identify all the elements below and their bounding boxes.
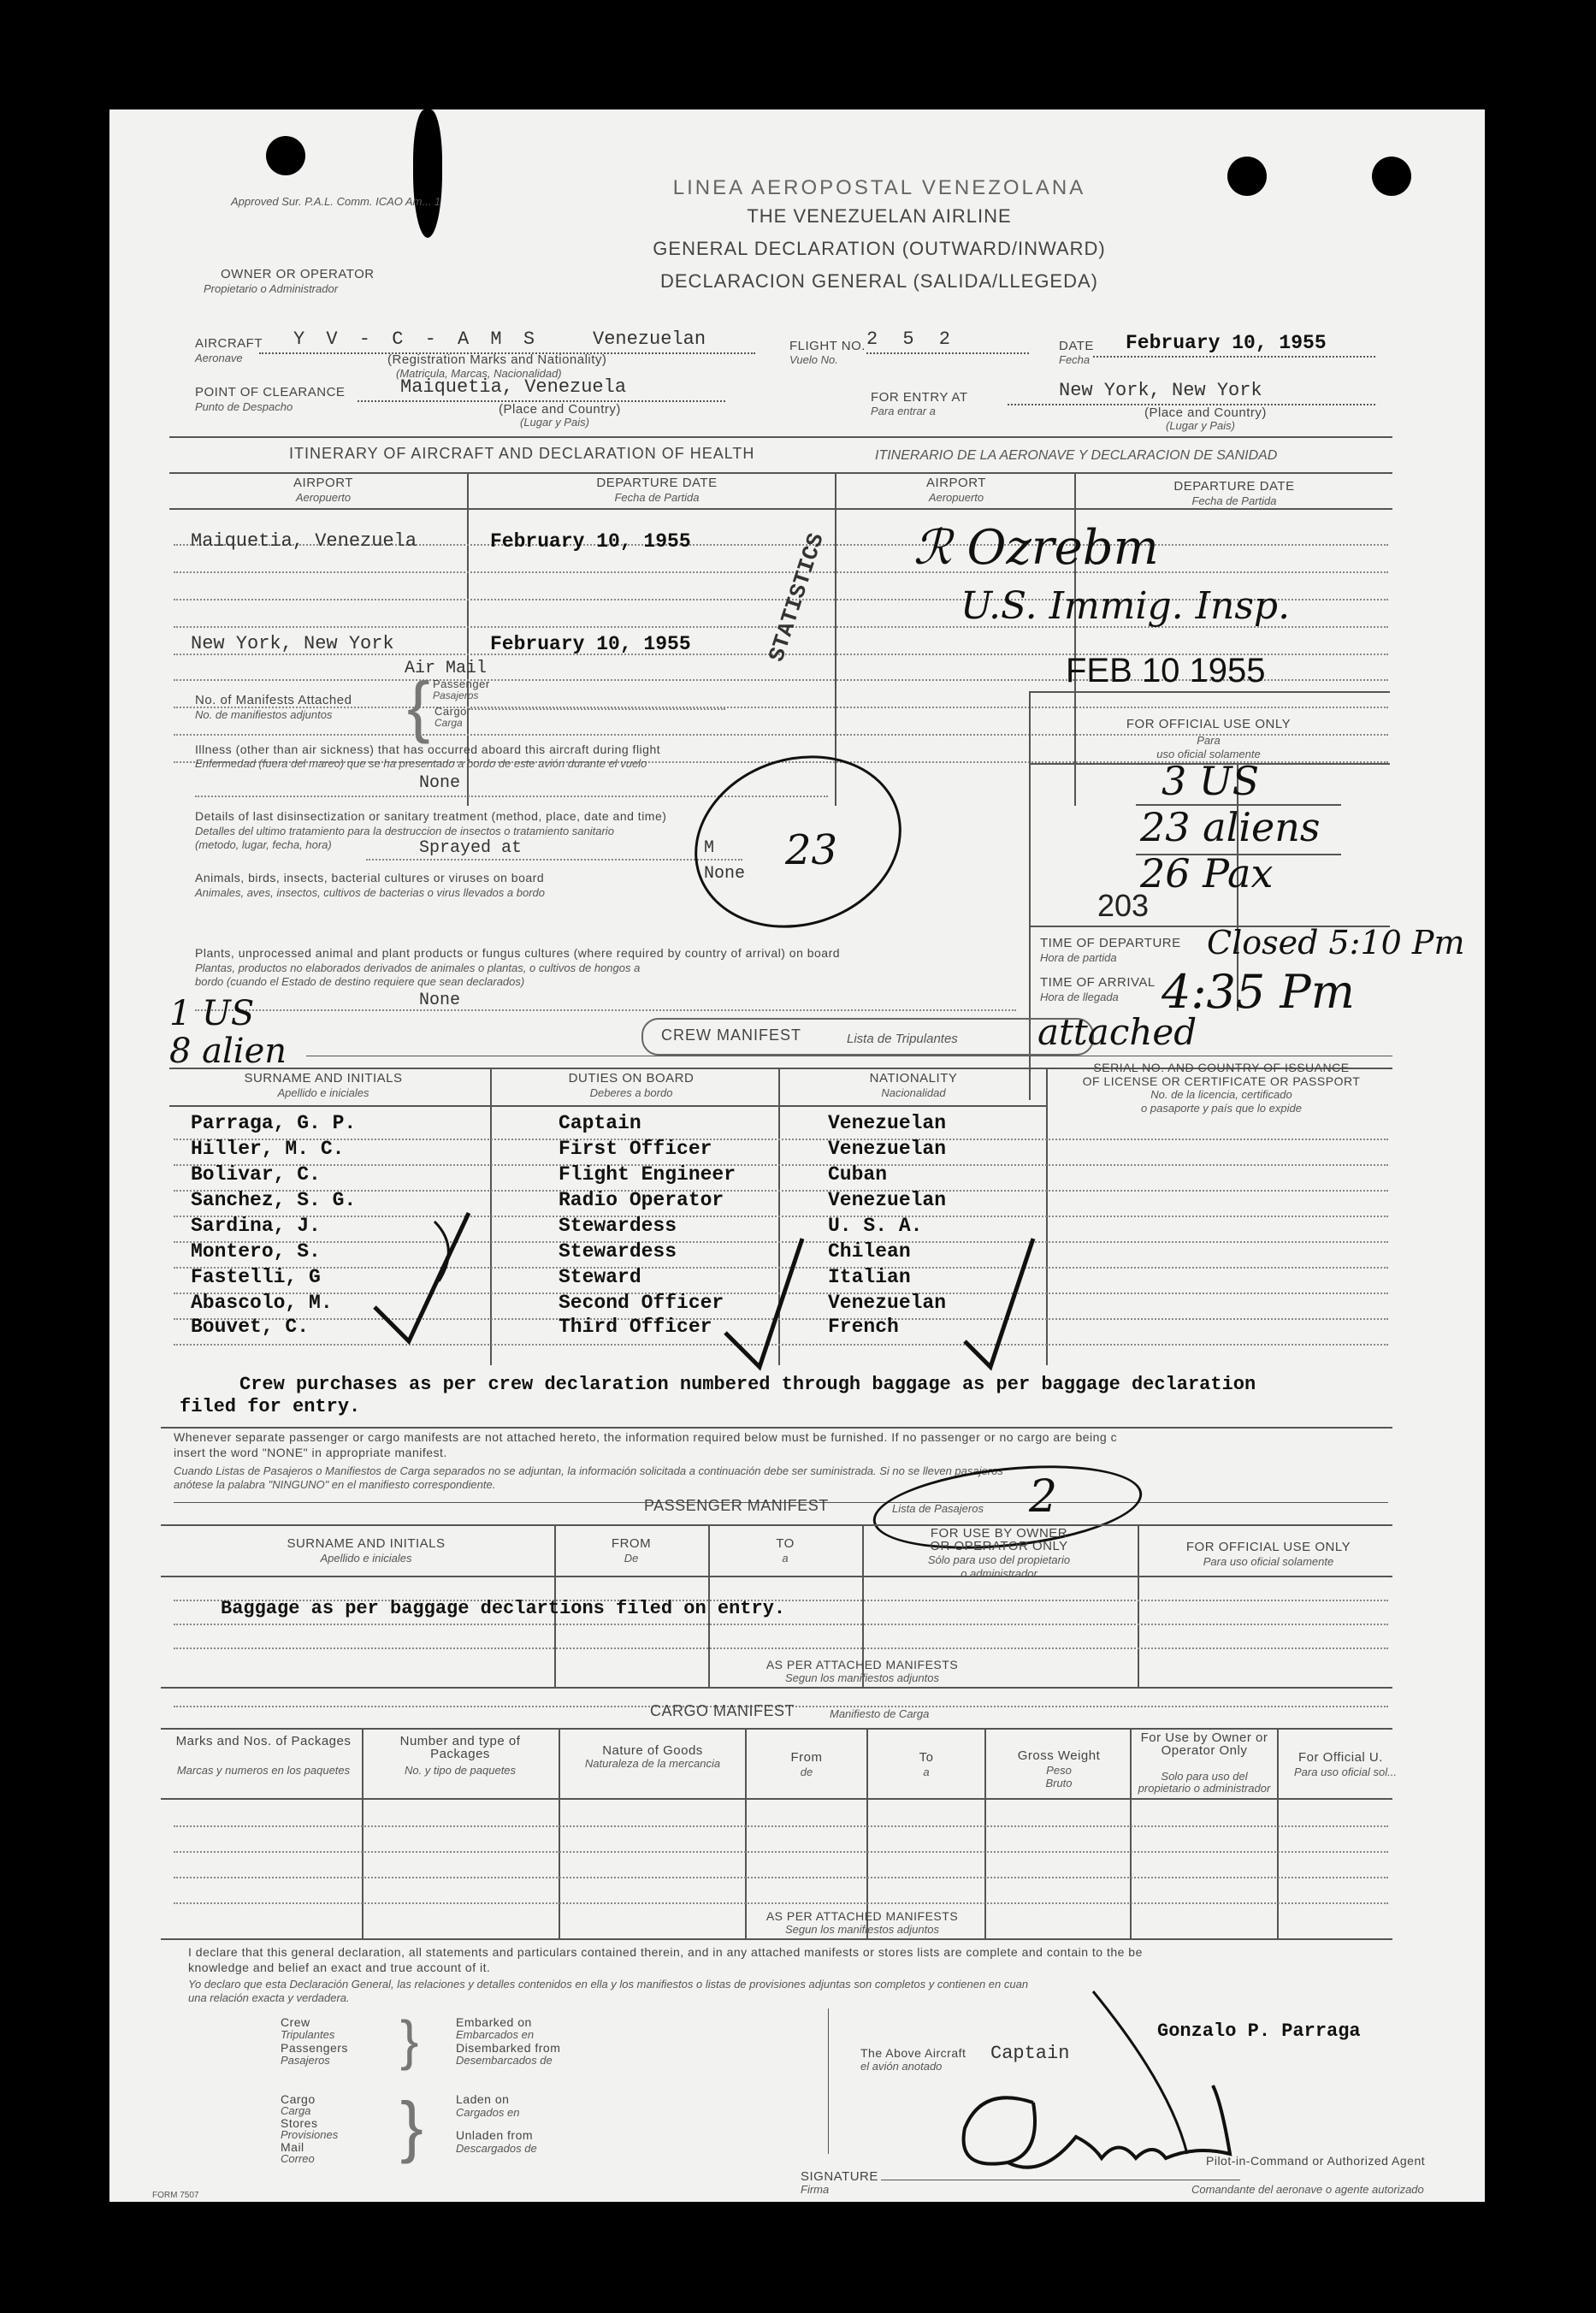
manifest-note-es-2: anótese la palabra "NINGUNO" en el manifiesto correspondiente. (174, 1478, 496, 1491)
decl-unladen-es: Descargados de (456, 2142, 537, 2155)
flight-no-label-es: Vuelo No. (789, 353, 838, 366)
crew-name-3: Bolivar, C. (191, 1163, 321, 1186)
entry-label-es: Para entrar a (871, 405, 936, 417)
date-label: DATE (1059, 339, 1094, 353)
registration-caption: (Registration Marks and Nationality) (387, 352, 607, 367)
cargo-col-nature: Nature of Goods (602, 1743, 703, 1758)
passenger-attached-note-es: Segun los manifiestos adjuntos (785, 1671, 939, 1684)
itinerary-col-airport-es: Aeropuerto (295, 491, 352, 504)
official-use-label-es-2: uso oficial solamente (1156, 748, 1261, 760)
crew-attached-note: attached (1037, 1011, 1197, 1053)
crew-nationality-7: Italian (828, 1266, 911, 1288)
passenger-col-official: FOR OFFICIAL USE ONLY (1185, 1540, 1351, 1554)
crew-duty-4: Radio Operator (559, 1189, 724, 1211)
manifest-note-1: Whenever separate passenger or cargo manifests are not attached hereto, the information required below must be furnished. If no passenger or no cargo are being c (174, 1430, 1118, 1444)
date-label-es: Fecha (1059, 353, 1091, 366)
decl-mail-es: Correo (281, 2152, 315, 2165)
decl-passengers: Passengers (281, 2041, 348, 2055)
air-mail-label: Air Mail (405, 659, 488, 678)
decl-embarked-es: Embarcados en (456, 2028, 535, 2041)
decl-cargo-es: Carga (281, 2104, 311, 2117)
disinsect-label: Details of last disinsectization or sanitary treatment (method, place, date and time) (195, 809, 667, 823)
signature-label: SIGNATURE (801, 2169, 878, 2184)
date-stamp: FEB 10 1955 (1066, 652, 1266, 689)
crew-col-license-1: SERIAL NO. AND COUNTRY OF ISSUANCE (1093, 1061, 1350, 1074)
cargo-count-label-es: Carga (434, 717, 463, 729)
cargo-col-official: For Official U. (1298, 1750, 1383, 1765)
passenger-count-label-es: Pasajeros (433, 689, 479, 701)
signature-label-es: Firma (801, 2183, 830, 2196)
cargo-attached-note: AS PER ATTACHED MANIFESTS (765, 1909, 959, 1923)
count-pax: 26 Pax (1140, 850, 1274, 896)
passenger-col-from-es: De (624, 1552, 639, 1565)
approval-stamp: Approved Sur. P.A.L. Comm. ICAO Am... 1 (231, 195, 441, 208)
passenger-col-to: TO (776, 1536, 795, 1551)
passenger-col-name: SURNAME AND INITIALS (287, 1536, 446, 1551)
airline-name: LINEA AEROPOSTAL VENEZOLANA (672, 176, 1086, 199)
decl-crew-es: Tripulantes (281, 2028, 335, 2041)
aircraft-nationality: Venezuelan (593, 328, 706, 350)
crew-duty-9: Third Officer (559, 1316, 712, 1338)
passenger-circled-count: 2 (1029, 1471, 1058, 1523)
crew-col-nationality-es: Nacionalidad (881, 1086, 946, 1099)
itinerary-col-departure-2: DEPARTURE DATE (1173, 479, 1295, 494)
crew-name-2: Hiller, M. C. (191, 1138, 345, 1160)
passenger-attached-note: AS PER ATTACHED MANIFESTS (765, 1658, 959, 1671)
disinsect-label-es-2: (metodo, lugar, fecha, hora) (195, 838, 332, 851)
manifest-note-2: insert the word "NONE" in appropriate manifest. (174, 1446, 447, 1459)
itinerary-heading-es: ITINERARIO DE LA AERONAVE Y DECLARACION DE SANIDAD (875, 448, 1278, 463)
cargo-col-nature-es: Naturaleza de la mercancia (584, 1757, 721, 1770)
crew-name-5: Sardina, J. (191, 1215, 321, 1237)
declaration-text-2: knowledge and belief an exact and true account of it. (188, 1961, 491, 1974)
circled-count-value: 23 (785, 826, 838, 874)
crew-name-9: Bouvet, C. (191, 1316, 310, 1338)
decl-crew: Crew (281, 2015, 310, 2029)
passenger-manifest-heading: PASSENGER MANIFEST (644, 1497, 829, 1514)
aircraft-registration: Y V - C - A M S (293, 328, 541, 350)
itinerary-col-departure-es: Fecha de Partida (614, 491, 700, 504)
cargo-col-from: From (790, 1750, 823, 1765)
passenger-col-from: FROM (611, 1536, 652, 1551)
decl-above-aircraft: The Above Aircraft (860, 2046, 966, 2060)
cargo-manifest-heading: CARGO MANIFEST (650, 1702, 795, 1719)
cargo-col-weight-es: Peso Bruto (1045, 1764, 1073, 1789)
decl-captain-name: Gonzalo P. Parraga (1157, 2020, 1361, 2042)
crew-col-nationality: NATIONALITY (869, 1071, 958, 1086)
crew-col-name-es: Apellido e iniciales (277, 1086, 369, 1099)
plants-value: None (419, 991, 461, 1010)
itinerary-airport-1: Maiquetia, Venezuela (191, 530, 417, 552)
crew-name-7: Fastelli, G (191, 1266, 321, 1288)
declaration-text-1: I declare that this general declaration, all statements and particulars contained therein, and in any attached manifests or stores lists are complete and contain to the be (188, 1945, 1143, 1959)
passenger-col-owner-es-2: o administrador (961, 1567, 1037, 1580)
entry-place-caption-es: (Lugar y Pais) (1166, 419, 1235, 432)
decl-brace-1: } (400, 2009, 419, 2071)
itinerary-heading: ITINERARY OF AIRCRAFT AND DECLARATION OF HEALTH (289, 445, 755, 462)
plants-label-es-1: Plantas, productos no elaborados derivados de animales o plantas, o cultivos de hongos a (195, 961, 641, 974)
departure-time-label: TIME OF DEPARTURE (1040, 936, 1181, 950)
cargo-count-label: Cargo (434, 705, 467, 718)
clearance-place-caption-es: (Lugar y Pais) (520, 416, 589, 429)
itinerary-airport-2: New York, New York (191, 633, 394, 654)
itinerary-date-1: February 10, 1955 (490, 530, 691, 553)
departure-time-label-es: Hora de partida (1040, 951, 1117, 964)
passenger-col-official-es: Para uso oficial solamente (1203, 1555, 1334, 1568)
decl-unladen: Unladen from (456, 2128, 534, 2142)
crew-name-1: Parraga, G. P. (191, 1112, 357, 1134)
crew-purchases-line-2: filed for entry. (180, 1396, 361, 1417)
crew-col-license-es-1: No. de la licencia, certificado (1150, 1088, 1292, 1101)
cargo-col-packages: Number and type of Packages (399, 1734, 521, 1761)
clearance-label-es: Punto de Despacho (195, 400, 293, 413)
decl-mail: Mail (281, 2140, 304, 2154)
crew-duty-5: Stewardess (559, 1215, 677, 1237)
cargo-col-marks-es: Marcas y numeros en los paquetes (176, 1764, 351, 1777)
manifest-note-es-1: Cuando Listas de Pasajeros o Manifiestos de Carga separados no se adjuntan, la información solicitada a continuación debe ser suministrada. Si no se lleven pasajeros (174, 1464, 1003, 1477)
crew-name-4: Sanchez, S. G. (191, 1189, 357, 1211)
animals-label: Animals, birds, insects, bacterial cultures or viruses on board (195, 871, 545, 884)
decl-stores: Stores (281, 2116, 318, 2130)
clearance-point: Maiquetia, Venezuela (400, 376, 627, 398)
arrival-time-value: 4:35 Pm (1162, 965, 1355, 1019)
decl-above-aircraft-es: el avión anotado (860, 2060, 943, 2073)
crew-col-duties-es: Deberes a bordo (589, 1086, 673, 1099)
crew-duty-8: Second Officer (559, 1292, 724, 1314)
cargo-col-packages-es: No. y tipo de paquetes (404, 1764, 517, 1777)
crew-duty-1: Captain (559, 1112, 641, 1134)
passenger-col-owner-es-1: Sólo para uso del propietario (927, 1553, 1071, 1566)
airline-name-en: THE VENEZUELAN AIRLINE (747, 205, 1012, 227)
crew-name-8: Abascolo, M. (191, 1292, 333, 1314)
cargo-col-official-es: Para uso oficial sol... (1294, 1766, 1397, 1778)
cargo-col-from-es: de (800, 1766, 813, 1778)
clearance-label: POINT OF CLEARANCE (195, 385, 346, 399)
crew-col-name: SURNAME AND INITIALS (244, 1071, 403, 1086)
decl-laden-es: Cargados en (456, 2106, 520, 2119)
disinsect-value-time: M (704, 838, 715, 858)
statistics-stamp: STATISTICS (764, 529, 830, 666)
illness-label: Illness (other than air sickness) that has occurred aboard this aircraft during flight (195, 742, 661, 756)
pilot-in-command-label: Pilot-in-Command or Authorized Agent (1206, 2154, 1426, 2168)
crew-name-6: Montero, S. (191, 1240, 321, 1263)
crew-purchases-line-1: Crew purchases as per crew declaration numbered through baggage as per baggage declaration (239, 1374, 1256, 1395)
declaration-text-es-1: Yo declaro que esta Declaración General, las relaciones y detalles contenidos en ella y los manifiestos o listas de provisiones adjuntas son completos y contienen en cuan (188, 1978, 1029, 1991)
plants-label: Plants, unprocessed animal and plant products or fungus cultures (where required by country of arrival) on board (195, 946, 841, 960)
decl-stores-es: Provisiones (281, 2128, 339, 2141)
cargo-col-to-es: a (923, 1766, 930, 1778)
arrival-time-label-es: Hora de llegada (1040, 991, 1119, 1003)
general-declaration-form (109, 109, 1485, 2202)
form-title: GENERAL DECLARATION (OUTWARD/INWARD) (653, 238, 1106, 259)
crew-duty-3: Flight Engineer (559, 1163, 736, 1186)
passenger-col-owner-1: FOR USE BY OWNER (930, 1526, 1068, 1541)
official-number: 203 (1097, 888, 1150, 923)
entry-place-caption: (Place and Country) (1144, 405, 1267, 420)
passenger-count-label: Passenger (433, 677, 490, 690)
crew-col-duties: DUTIES ON BOARD (568, 1071, 695, 1086)
pilot-in-command-label-es: Comandante del aeronave o agente autorizado (1191, 2183, 1424, 2196)
animals-label-es: Animales, aves, insectos, cultivos de bacterias o virus llevados a bordo (195, 886, 545, 899)
cargo-col-owner: For Use by Owner or Operator Only (1140, 1730, 1268, 1758)
inspector-title: U.S. Immig. Insp. (961, 584, 1291, 628)
decl-cargo: Cargo (281, 2092, 316, 2106)
crew-nationality-2: Venezuelan (828, 1138, 947, 1160)
manifests-brace: { (407, 668, 430, 744)
aircraft-label-es: Aeronave (195, 352, 243, 364)
form-title-es: DECLARACION GENERAL (SALIDA/LLEGEDA) (660, 270, 1098, 292)
cargo-col-weight: Gross Weight (1017, 1748, 1101, 1763)
crew-nationality-4: Venezuelan (828, 1189, 947, 1211)
cargo-col-marks: Marks and Nos. of Packages (175, 1734, 352, 1748)
declaration-text-es-2: una relación exacta y verdadera. (188, 1991, 350, 2004)
official-use-label-es-1: Para (1197, 734, 1221, 747)
disinsect-label-es-1: Detalles del ultimo tratamiento para la destruccion de insectos o tratamiento sanitario (195, 825, 614, 837)
decl-disembarked: Disembarked from (456, 2041, 561, 2055)
crew-nationality-1: Venezuelan (828, 1112, 947, 1134)
cargo-col-to: To (919, 1750, 934, 1765)
crew-col-license-es-2: o pasaporte y país que lo expide (1141, 1102, 1302, 1115)
registration-caption-es: (Matricula, Marcas, Nacionalidad) (396, 367, 562, 380)
flight-number: 2 5 2 (866, 328, 958, 350)
passenger-col-name-es: Apellido e iniciales (320, 1552, 412, 1565)
crew-note-alien: 8 alien (169, 1032, 287, 1071)
illness-label-es: Enfermedad (fuera del mareo) que se ha presentado a bordo de este avión durante el vuelo (195, 757, 647, 770)
crew-col-license-2: OF LICENSE OR CERTIFICATE OR PASSPORT (1082, 1074, 1361, 1088)
disinsect-value: Sprayed at (419, 838, 523, 858)
crew-nationality-5: U. S. A. (828, 1215, 923, 1237)
passenger-baggage-note: Baggage as per baggage declartions filed on entry. (221, 1598, 786, 1619)
decl-laden: Laden on (456, 2092, 510, 2106)
illness-value: None (419, 773, 461, 793)
owner-label-es: Propietario o Administrador (204, 282, 339, 295)
crew-duty-6: Stewardess (559, 1240, 677, 1263)
form-number: FORM 7507 (152, 2191, 199, 2200)
captain-signature (109, 109, 1485, 2202)
clearance-place-caption: (Place and Country) (499, 402, 621, 417)
decl-embarked: Embarked on (456, 2015, 532, 2029)
itinerary-col-airport: AIRPORT (293, 476, 353, 490)
itinerary-col-departure: DEPARTURE DATE (596, 476, 718, 490)
crew-manifest-heading: CREW MANIFEST (661, 1026, 801, 1044)
official-use-label: FOR OFFICIAL USE ONLY (1126, 717, 1292, 731)
cargo-manifest-heading-es: Manifiesto de Carga (830, 1707, 930, 1720)
manifests-label: No. of Manifests Attached (195, 693, 352, 707)
crew-nationality-3: Cuban (828, 1163, 888, 1186)
aircraft-label: AIRCRAFT (195, 336, 263, 351)
decl-captain: Captain (990, 2043, 1070, 2064)
entry-point: New York, New York (1059, 380, 1262, 401)
passenger-col-to-es: a (782, 1552, 789, 1565)
flight-date: February 10, 1955 (1126, 332, 1327, 354)
animals-value: None (704, 864, 746, 884)
crew-note-us: 1 US (169, 994, 255, 1033)
itinerary-col-airport-2: AIRPORT (926, 476, 986, 490)
crew-duty-2: First Officer (559, 1138, 712, 1160)
entry-label: FOR ENTRY AT (871, 390, 968, 405)
owner-label: OWNER OR OPERATOR (221, 267, 375, 281)
departure-time-value: Closed 5:10 Pm (1207, 924, 1465, 961)
passenger-manifest-heading-es: Lista de Pasajeros (892, 1502, 984, 1515)
cargo-col-owner-es: Solo para uso del propietario o administrador (1138, 1770, 1271, 1795)
crew-manifest-heading-es: Lista de Tripulantes (847, 1032, 958, 1046)
flight-no-label: FLIGHT NO. (789, 339, 866, 353)
itinerary-col-departure-2-es: Fecha de Partida (1191, 494, 1277, 507)
inspector-signature: ℛ Ozrebm (913, 520, 1159, 576)
count-alien: 23 aliens (1140, 804, 1321, 850)
itinerary-date-2: February 10, 1955 (490, 633, 691, 655)
plants-label-es-2: bordo (cuando el Estado de destino requiere que sean declarados) (195, 975, 525, 988)
decl-passengers-es: Pasajeros (281, 2054, 330, 2067)
itinerary-col-airport-2-es: Aeropuerto (928, 491, 984, 504)
arrival-time-label: TIME OF ARRIVAL (1040, 975, 1156, 990)
cargo-attached-note-es: Segun los manifiestos adjuntos (785, 1923, 939, 1936)
crew-duty-7: Steward (559, 1266, 641, 1288)
passenger-col-owner-2: OR OPERATOR ONLY (930, 1539, 1068, 1553)
crew-nationality-6: Chilean (828, 1240, 911, 1263)
decl-disembarked-es: Desembarcados de (456, 2054, 553, 2067)
decl-brace-2: } (400, 2088, 423, 2164)
count-us: 3 US (1162, 758, 1260, 804)
crew-nationality-8: Venezuelan (828, 1292, 947, 1314)
manifests-label-es: No. de manifiestos adjuntos (195, 708, 333, 721)
crew-nationality-9: French (828, 1316, 899, 1338)
